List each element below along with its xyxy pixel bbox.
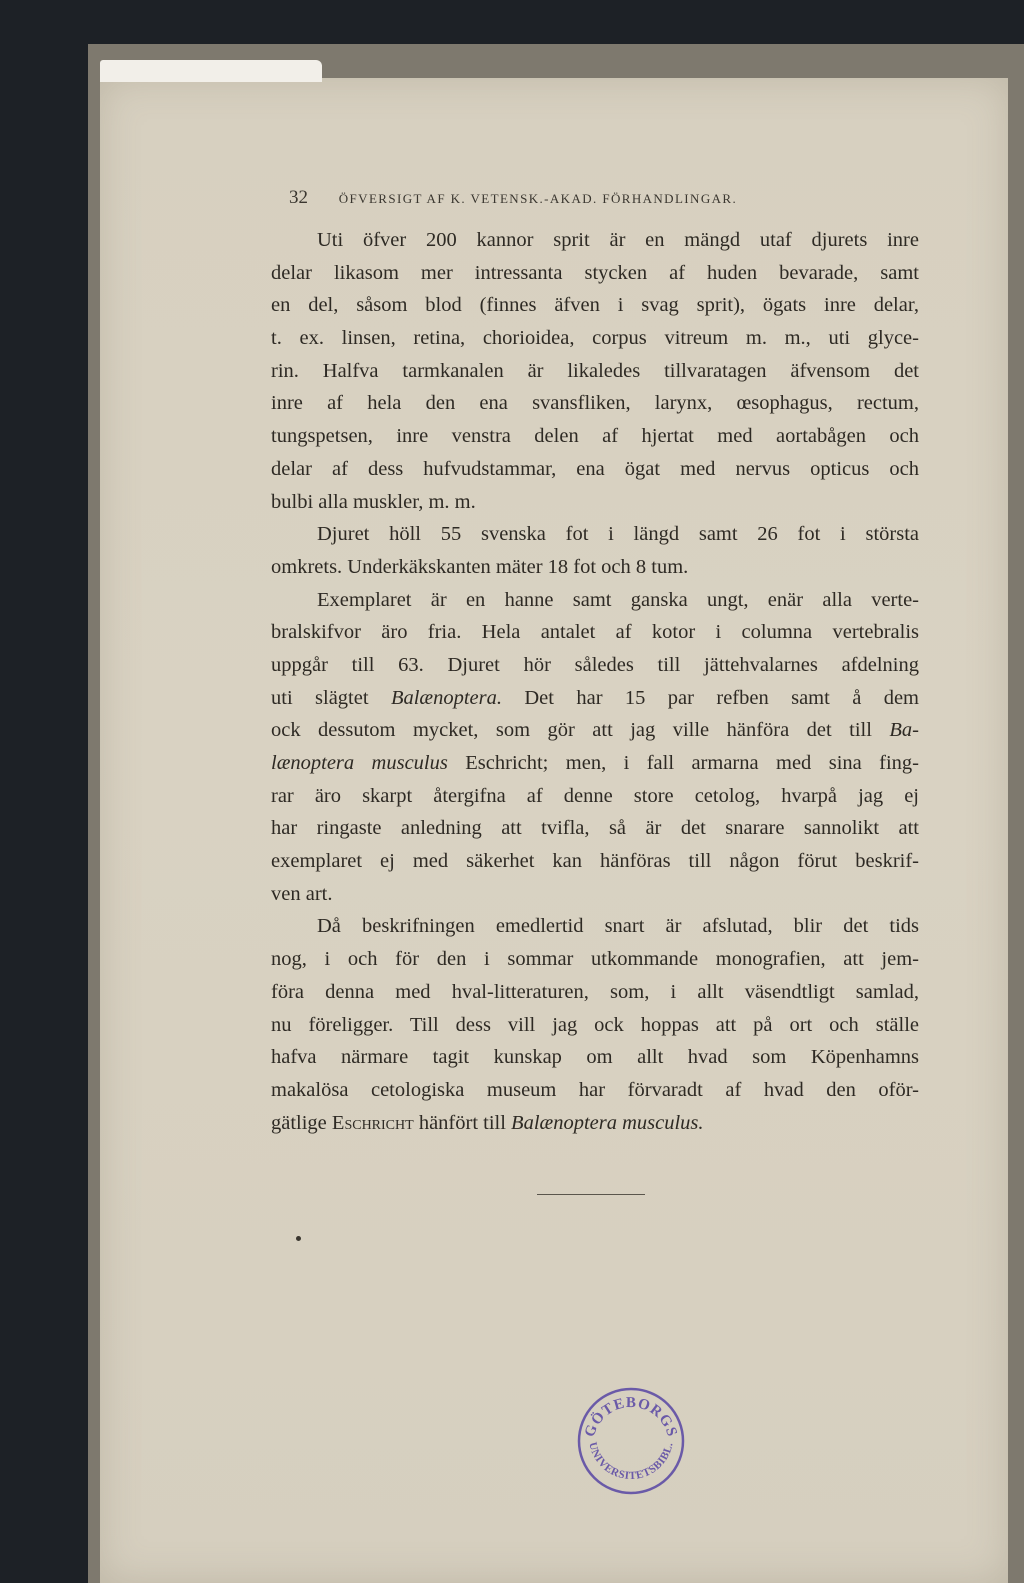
text-line: har ringaste anledning att tvifla, så är det snarare sannolikt att <box>271 817 919 840</box>
text-line: föra denna med hval-litteraturen, som, i allt väsendtligt samlad, <box>271 980 919 1003</box>
text-line: en del, såsom blod (finnes äfven i svag sprit), ögats inre delar, <box>271 294 919 317</box>
text-line: gätlige Eschricht hänfört till Balænoptera musculus. <box>271 1111 704 1134</box>
text-line: Då beskrifningen emedlertid snart är afslutad, blir det tids <box>317 915 919 938</box>
end-rule <box>537 1194 645 1195</box>
species-name: Ba- <box>889 719 919 742</box>
text-line: nog, i och för den i sommar utkommande monografien, att jem- <box>271 948 919 971</box>
text-line: Djuret höll 55 svenska fot i längd samt 26 fot i största <box>317 523 919 546</box>
text-line: delar af dess hufvudstammar, ena ögat med nervus opticus och <box>271 457 919 480</box>
text-line: Uti öfver 200 kannor sprit är en mängd utaf djurets inre <box>317 229 919 251</box>
author-name: Eschricht <box>331 1111 414 1134</box>
text-line: uti slägtet Balænoptera. Det har 15 par refben samt å dem <box>271 686 919 709</box>
running-title: ÖFVERSIGT AF K. VETENSK.-AKAD. FÖRHANDLINGAR. <box>338 191 738 206</box>
text-line: tungspetsen, inre venstra delen af hjertat med aortabågen och <box>271 425 919 448</box>
text-line: bralskifvor äro fria. Hela antalet af kotor i columna vertebralis <box>271 621 919 644</box>
text-line: hafva närmare tagit kunskap om allt hvad som Köpenhamns <box>271 1046 919 1069</box>
stamp-bottom-text: UNIVERSITETSBIBL. <box>586 1440 676 1483</box>
svg-text:UNIVERSITETSBIBL. <box>586 1441 675 1482</box>
ink-dot <box>296 1236 301 1241</box>
page-number: 32 <box>289 187 308 208</box>
text-line: inre af hela den ena svansfliken, larynx, œsophagus, rectum, <box>271 392 919 415</box>
genus-name: Balænoptera. <box>390 686 502 709</box>
body-text <box>271 224 919 1139</box>
text-line: omkrets. Underkäkskanten mäter 18 fot och 8 tum. <box>271 555 689 578</box>
text-line: ven art. <box>271 882 333 905</box>
text-line: rar äro skarpt återgifna af denne store cetolog, hvarpå jag ej <box>271 784 919 807</box>
page-header <box>289 187 737 209</box>
text-line: bulbi alla muskler, m. m. <box>271 490 476 513</box>
species-name: lænoptera musculus <box>271 752 448 774</box>
text-line: exemplaret ej med säkerhet kan hänföras till någon förut beskrif- <box>271 850 919 873</box>
species-name: Balænoptera musculus. <box>511 1111 704 1134</box>
text-line: ock dessutom mycket, som gör att jag ville hänföra det till Ba- <box>271 719 919 742</box>
text-line: nu föreligger. Till dess vill jag ock hoppas att på ort och ställe <box>271 1013 919 1036</box>
text-line: uppgår till 63. Djuret hör således till jättehvalarnes afdelning <box>271 653 919 676</box>
library-stamp-icon <box>575 1385 687 1497</box>
text-line: Exemplaret är en hanne samt ganska ungt, enär alla verte- <box>317 588 919 611</box>
text-line: makalösa cetologiska museum har förvaradt af hvad den oför- <box>271 1078 919 1101</box>
text-line: rin. Halfva tarmkanalen är likaledes tillvaratagen äfvensom det <box>271 359 919 382</box>
text-line: lænoptera musculus Eschricht; men, i fall armarna med sina fing- <box>271 752 919 774</box>
text-line: delar likasom mer intressanta stycken af huden bevarade, samt <box>271 261 919 284</box>
text-line: t. ex. linsen, retina, chorioidea, corpus vitreum m. m., uti glyce- <box>271 327 919 350</box>
stamp-top-text: GÖTEBORGS <box>581 1394 681 1440</box>
page-tab-strip <box>100 60 322 82</box>
